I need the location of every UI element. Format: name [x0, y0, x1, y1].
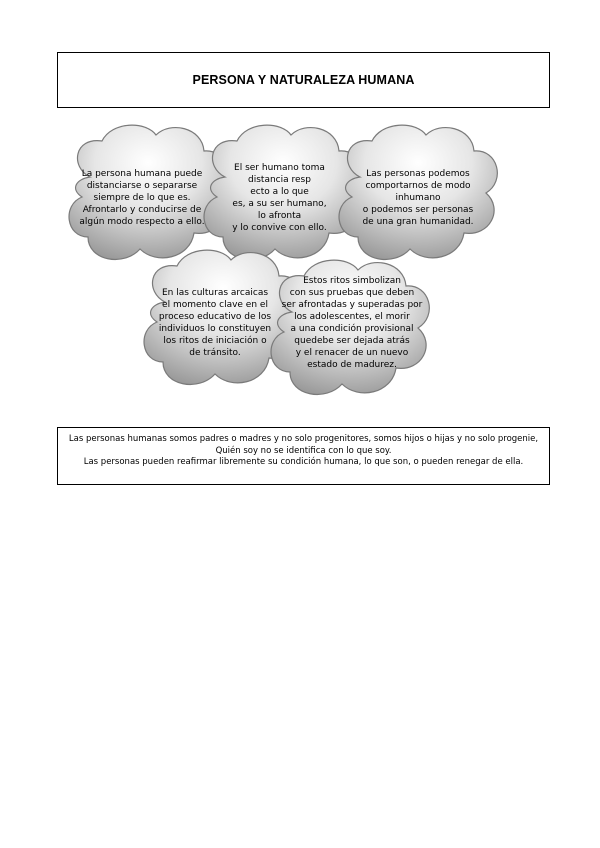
cloud-text-4: En las culturas arcaicas el momento clave en el proceso educativo de los individuos lo constituyen los ritos de iniciación o de tránsito.: [158, 288, 272, 358]
cloud-text-1: La persona humana puede distanciarse o separarse siempre de lo que es. Afrontarlo y conducirse de algún modo respecto a ello.: [79, 169, 205, 227]
cloud-text-5: Estos ritos simbolizan con sus pruebas que deben ser afrontadas y superadas por los adolescentes, el morir a una condición provisional quedebe ser dejada atrás y el renacer de un nuevo estado de madurez.: [281, 276, 423, 370]
summary-line-3: Las personas pueden reafirmar libremente su condición humana, lo que son, o pueden renegar de ella.: [83, 457, 524, 467]
cloud-text-2: El ser humano toma distancia resp ecto a lo que es, a su ser humano, lo afronta y lo convive con ello.: [232, 163, 327, 233]
summary-line-2: Quién soy no se identifica con lo que soy.: [215, 445, 392, 456]
summary-line-1: Las personas humanas somos padres o madres y no solo progenitores, somos hijos o hijas y no solo progenie,: [68, 434, 539, 444]
cloud-text-3: Las personas podemos comportarnos de modo inhumano o podemos ser personas de una gran humanidad.: [362, 169, 474, 227]
summary-box: [57, 427, 550, 485]
page-title: PERSONA Y NATURALEZA HUMANA: [192, 73, 415, 87]
